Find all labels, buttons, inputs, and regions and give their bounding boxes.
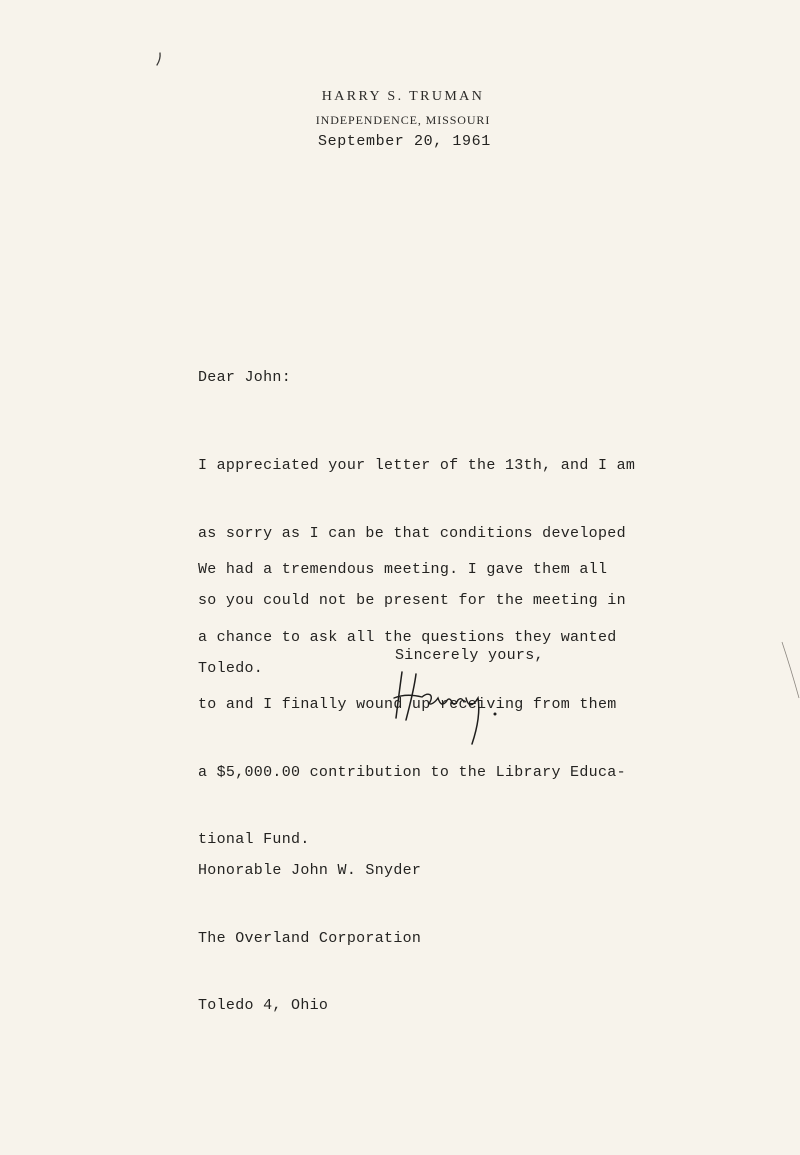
letter-date: September 20, 1961	[318, 133, 491, 150]
address-line: The Overland Corporation	[198, 929, 422, 947]
paragraph-2-line: to and I finally wound up receiving from them	[198, 696, 617, 713]
letterhead	[290, 88, 516, 131]
paragraph-1-line: I appreciated your letter of the 13th, and I am	[198, 457, 636, 474]
paragraph-1-line: Toledo.	[198, 659, 264, 677]
paragraph-1-line: as sorry as I can be that conditions developed	[198, 524, 626, 542]
pencil-mark	[156, 52, 162, 66]
address-line: Honorable John W. Snyder	[198, 862, 422, 879]
paragraph-2-line: We had a tremendous meeting. I gave them all	[198, 561, 608, 578]
paper-edge-mark	[780, 640, 800, 700]
closing: Sincerely yours,	[395, 647, 544, 664]
recipient-address	[198, 815, 421, 1063]
salutation: Dear John:	[198, 369, 292, 386]
paragraph-1-line: so you could not be present for the meeting in	[198, 592, 626, 609]
paragraph-2-line: tional Fund.	[198, 831, 310, 848]
letterhead-place: INDEPENDENCE, MISSOURI	[315, 113, 491, 127]
paragraph-2-line: a $5,000.00 contribution to the Library Educa-	[198, 763, 626, 781]
address-line: Toledo 4, Ohio	[198, 997, 329, 1014]
paragraph-2-line: a chance to ask all the questions they wanted	[198, 628, 617, 646]
handwritten-signature	[392, 668, 504, 750]
letterhead-name: HARRY S. TRUMAN	[321, 89, 485, 104]
